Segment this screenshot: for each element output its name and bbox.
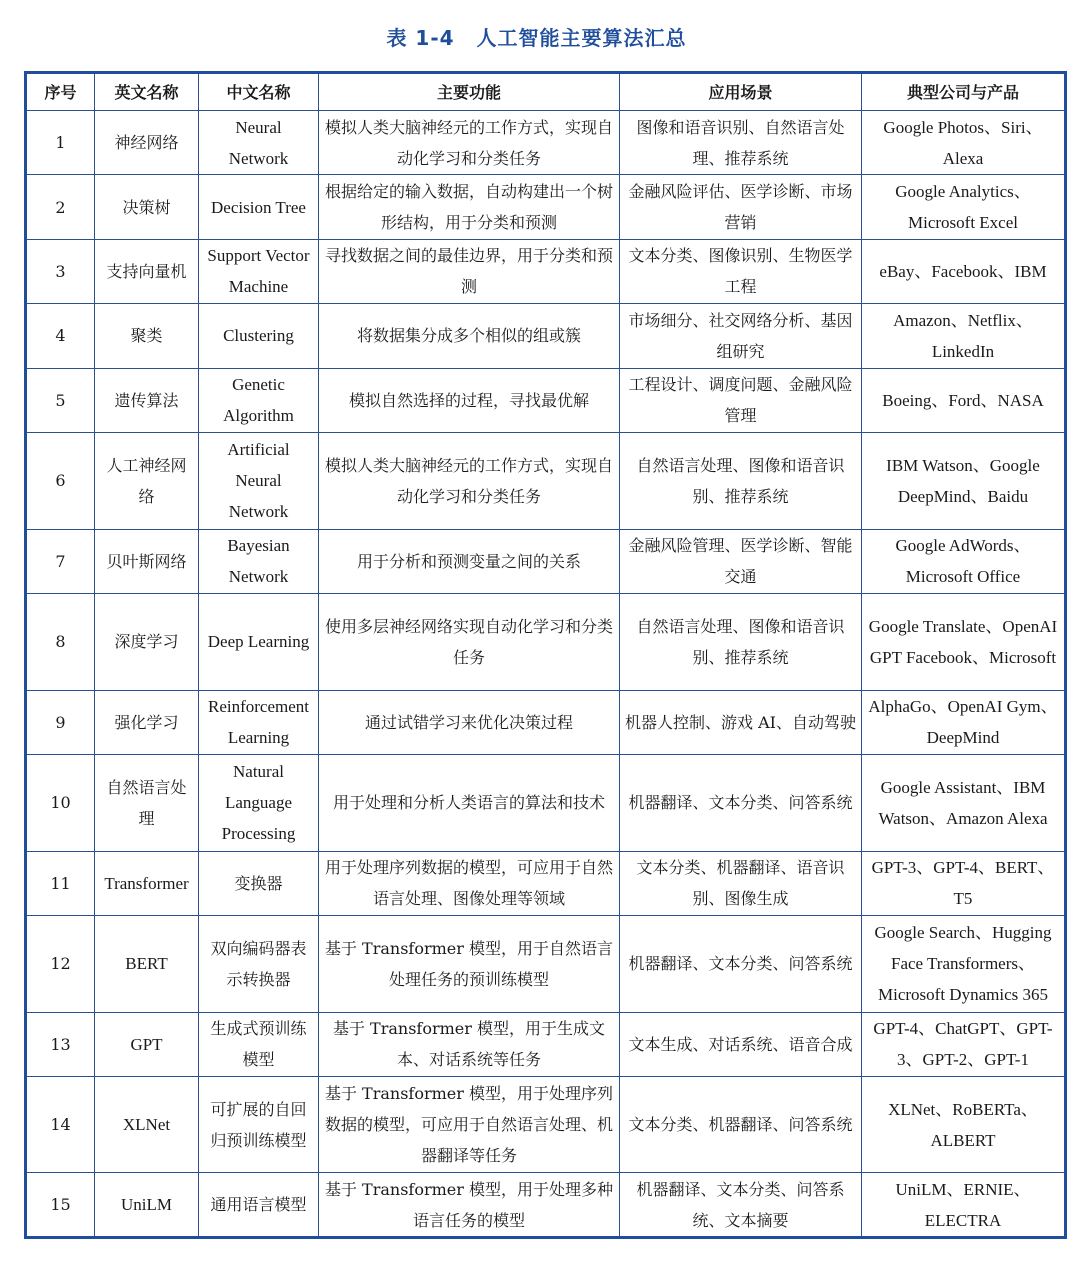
company-cell: Google Search、Hugging Face Transformers、Microsoft Dynamics 365: [862, 915, 1066, 1012]
table-row: [26, 239, 1066, 303]
table-number: 表 1-4: [386, 26, 455, 50]
row-number-cell: 5: [26, 368, 95, 432]
scenario-cell: 文本分类、机器翻译、语音识别、图像生成: [620, 851, 862, 915]
scenario-cell: 机器人控制、游戏 AI、自动驾驶: [620, 690, 862, 754]
chinese-name-cell: 可扩展的自回归预训练模型: [199, 1076, 319, 1173]
function-cell: 寻找数据之间的最佳边界，用于分类和预测: [319, 239, 620, 303]
row-number-cell: 14: [26, 1076, 95, 1173]
chinese-name-cell: Deep Learning: [199, 593, 319, 690]
function-cell: 根据给定的输入数据，自动构建出一个树形结构，用于分类和预测: [319, 175, 620, 239]
scenario-cell: 文本分类、图像识别、生物医学工程: [620, 239, 862, 303]
table-row: [26, 1173, 1066, 1238]
english-name-cell: UniLM: [95, 1173, 199, 1238]
scenario-cell: 文本分类、机器翻译、问答系统: [620, 1076, 862, 1173]
chinese-name-cell: 通用语言模型: [199, 1173, 319, 1238]
english-name-cell: 人工神经网络: [95, 432, 199, 529]
chinese-name-cell: Bayesian Network: [199, 529, 319, 593]
company-cell: Google AdWords、Microsoft Office: [862, 529, 1066, 593]
english-name-cell: 支持向量机: [95, 239, 199, 303]
function-cell: 用于处理和分析人类语言的算法和技术: [319, 754, 620, 851]
chinese-name-cell: Reinforcement Learning: [199, 690, 319, 754]
company-cell: Boeing、Ford、NASA: [862, 368, 1066, 432]
table-row: [26, 593, 1066, 690]
table-row: [26, 754, 1066, 851]
chinese-name-cell: Clustering: [199, 304, 319, 368]
function-cell: 基于 Transformer 模型，用于处理多种语言任务的模型: [319, 1173, 620, 1238]
chinese-name-cell: 变换器: [199, 851, 319, 915]
function-cell: 通过试错学习来优化决策过程: [319, 690, 620, 754]
function-cell: 模拟自然选择的过程，寻找最优解: [319, 368, 620, 432]
chinese-name-cell: Artificial Neural Network: [199, 432, 319, 529]
company-cell: Google Assistant、IBM Watson、Amazon Alexa: [862, 754, 1066, 851]
function-cell: 将数据集分成多个相似的组或簇: [319, 304, 620, 368]
header-cell: 中文名称: [199, 73, 319, 111]
table-row: [26, 1076, 1066, 1173]
chinese-name-cell: Neural Network: [199, 111, 319, 175]
function-cell: 基于 Transformer 模型，用于处理序列数据的模型，可应用于自然语言处理、机器翻译等任务: [319, 1076, 620, 1173]
header-cell: 应用场景: [620, 73, 862, 111]
company-cell: AlphaGo、OpenAI Gym、DeepMind: [862, 690, 1066, 754]
english-name-cell: BERT: [95, 915, 199, 1012]
row-number-cell: 2: [26, 175, 95, 239]
table-row: [26, 915, 1066, 1012]
english-name-cell: GPT: [95, 1012, 199, 1076]
scenario-cell: 自然语言处理、图像和语音识别、推荐系统: [620, 432, 862, 529]
table-row: [26, 851, 1066, 915]
company-cell: Google Analytics、Microsoft Excel: [862, 175, 1066, 239]
table-caption: [0, 22, 1073, 51]
table-row: [26, 432, 1066, 529]
table-row: [26, 304, 1066, 368]
row-number-cell: 12: [26, 915, 95, 1012]
english-name-cell: 遗传算法: [95, 368, 199, 432]
company-cell: XLNet、RoBERTa、ALBERT: [862, 1076, 1066, 1173]
header-cell: 主要功能: [319, 73, 620, 111]
header-row: [26, 73, 1066, 111]
table-row: [26, 111, 1066, 175]
english-name-cell: 自然语言处理: [95, 754, 199, 851]
chinese-name-cell: Genetic Algorithm: [199, 368, 319, 432]
scenario-cell: 机器翻译、文本分类、问答系统: [620, 915, 862, 1012]
row-number-cell: 3: [26, 239, 95, 303]
english-name-cell: 聚类: [95, 304, 199, 368]
company-cell: UniLM、ERNIE、ELECTRA: [862, 1173, 1066, 1238]
chinese-name-cell: Natural Language Processing: [199, 754, 319, 851]
function-cell: 使用多层神经网络实现自动化学习和分类任务: [319, 593, 620, 690]
scenario-cell: 自然语言处理、图像和语音识别、推荐系统: [620, 593, 862, 690]
english-name-cell: 强化学习: [95, 690, 199, 754]
chinese-name-cell: 生成式预训练模型: [199, 1012, 319, 1076]
scenario-cell: 机器翻译、文本分类、问答系统: [620, 754, 862, 851]
scenario-cell: 工程设计、调度问题、金融风险管理: [620, 368, 862, 432]
chinese-name-cell: 双向编码器表示转换器: [199, 915, 319, 1012]
function-cell: 模拟人类大脑神经元的工作方式，实现自动化学习和分类任务: [319, 111, 620, 175]
company-cell: IBM Watson、Google DeepMind、Baidu: [862, 432, 1066, 529]
scenario-cell: 市场细分、社交网络分析、基因组研究: [620, 304, 862, 368]
table-row: [26, 175, 1066, 239]
table-row: [26, 368, 1066, 432]
row-number-cell: 1: [26, 111, 95, 175]
chinese-name-cell: Support Vector Machine: [199, 239, 319, 303]
company-cell: Google Photos、Siri、Alexa: [862, 111, 1066, 175]
row-number-cell: 15: [26, 1173, 95, 1238]
scenario-cell: 金融风险管理、医学诊断、智能交通: [620, 529, 862, 593]
header-cell: 序号: [26, 73, 95, 111]
function-cell: 基于 Transformer 模型，用于生成文本、对话系统等任务: [319, 1012, 620, 1076]
english-name-cell: 贝叶斯网络: [95, 529, 199, 593]
table-row: [26, 529, 1066, 593]
chinese-name-cell: Decision Tree: [199, 175, 319, 239]
function-cell: 模拟人类大脑神经元的工作方式，实现自动化学习和分类任务: [319, 432, 620, 529]
row-number-cell: 6: [26, 432, 95, 529]
english-name-cell: XLNet: [95, 1076, 199, 1173]
row-number-cell: 11: [26, 851, 95, 915]
english-name-cell: Transformer: [95, 851, 199, 915]
scenario-cell: 图像和语音识别、自然语言处理、推荐系统: [620, 111, 862, 175]
table-row: [26, 690, 1066, 754]
row-number-cell: 4: [26, 304, 95, 368]
company-cell: GPT-3、GPT-4、BERT、T5: [862, 851, 1066, 915]
header-cell: 典型公司与产品: [862, 73, 1066, 111]
row-number-cell: 8: [26, 593, 95, 690]
scenario-cell: 文本生成、对话系统、语音合成: [620, 1012, 862, 1076]
function-cell: 基于 Transformer 模型，用于自然语言处理任务的预训练模型: [319, 915, 620, 1012]
scenario-cell: 机器翻译、文本分类、问答系统、文本摘要: [620, 1173, 862, 1238]
row-number-cell: 10: [26, 754, 95, 851]
function-cell: 用于分析和预测变量之间的关系: [319, 529, 620, 593]
header-cell: 英文名称: [95, 73, 199, 111]
table-row: [26, 1012, 1066, 1076]
company-cell: Amazon、Netflix、LinkedIn: [862, 304, 1066, 368]
company-cell: Google Translate、OpenAI GPT Facebook、Microsoft: [862, 593, 1066, 690]
company-cell: GPT-4、ChatGPT、GPT-3、GPT-2、GPT-1: [862, 1012, 1066, 1076]
company-cell: eBay、Facebook、IBM: [862, 239, 1066, 303]
english-name-cell: 决策树: [95, 175, 199, 239]
row-number-cell: 7: [26, 529, 95, 593]
english-name-cell: 神经网络: [95, 111, 199, 175]
english-name-cell: 深度学习: [95, 593, 199, 690]
algorithm-summary-table: [24, 71, 1067, 1239]
row-number-cell: 13: [26, 1012, 95, 1076]
function-cell: 用于处理序列数据的模型，可应用于自然语言处理、图像处理等领域: [319, 851, 620, 915]
table-title: 人工智能主要算法汇总: [476, 26, 687, 50]
row-number-cell: 9: [26, 690, 95, 754]
scenario-cell: 金融风险评估、医学诊断、市场营销: [620, 175, 862, 239]
